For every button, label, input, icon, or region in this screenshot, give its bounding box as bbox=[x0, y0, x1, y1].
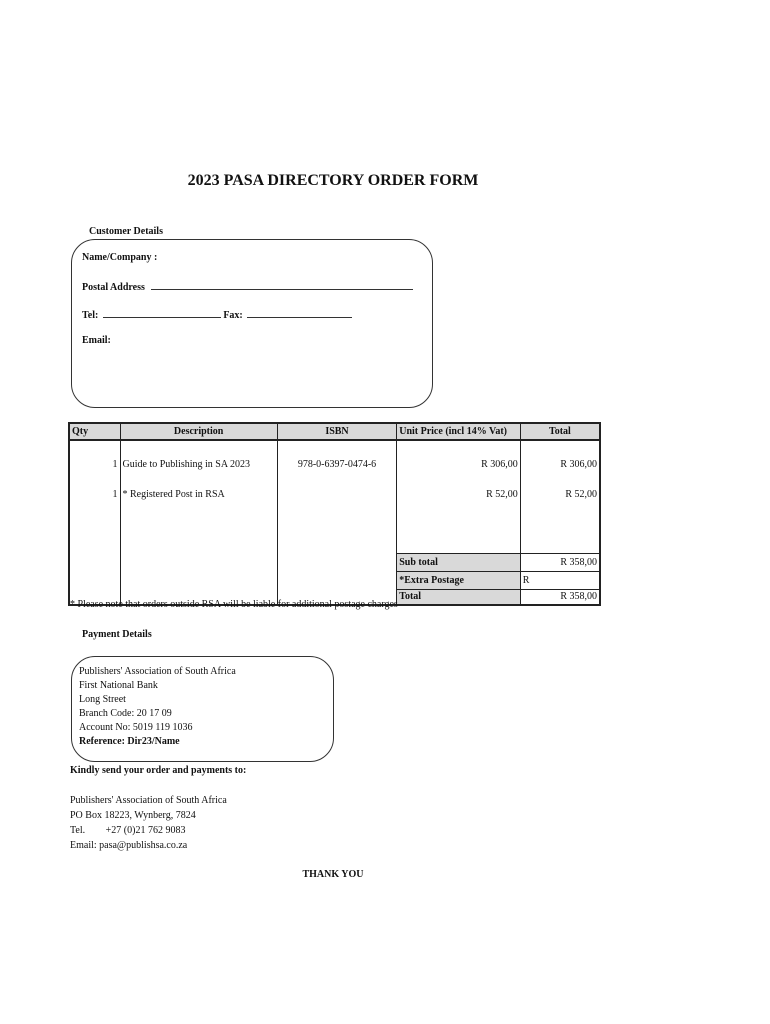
extra-postage-row bbox=[69, 571, 600, 589]
table-row bbox=[69, 470, 600, 500]
tel-label: Tel: bbox=[82, 310, 99, 321]
email-label: Email: bbox=[82, 335, 111, 346]
send-tel-value: +27 (0)21 762 9083 bbox=[105, 825, 186, 836]
customer-details-label: Customer Details bbox=[89, 226, 163, 237]
extra-postage-label: *Extra Postage bbox=[397, 571, 521, 589]
tel-fax-field[interactable] bbox=[82, 308, 352, 321]
table-row-empty bbox=[69, 500, 600, 553]
header-unit-price: Unit Price (incl 14% Vat) bbox=[397, 423, 521, 440]
postage-note: * Please note that orders outside RSA will be liable for additional postage charges bbox=[70, 599, 398, 610]
row-qty: 1 bbox=[69, 440, 120, 470]
name-company-label: Name/Company : bbox=[82, 252, 158, 263]
subtotal-row bbox=[69, 553, 600, 571]
fax-label: Fax: bbox=[223, 310, 243, 321]
payment-reference: Reference: Dir23/Name bbox=[79, 736, 180, 747]
header-description: Description bbox=[120, 423, 277, 440]
row-unit-price: R 306,00 bbox=[397, 440, 521, 470]
row-unit-price: R 52,00 bbox=[397, 470, 521, 500]
postal-address-label: Postal Address bbox=[82, 282, 145, 293]
order-table bbox=[68, 422, 601, 606]
payment-line: Account No: 5019 119 1036 bbox=[79, 722, 193, 733]
row-description: * Registered Post in RSA bbox=[120, 470, 277, 500]
email-field[interactable] bbox=[82, 335, 111, 346]
postal-address-field[interactable] bbox=[82, 280, 413, 293]
table-row bbox=[69, 440, 600, 470]
page-title: 2023 PASA DIRECTORY ORDER FORM bbox=[187, 172, 479, 189]
postal-address-line bbox=[151, 280, 413, 290]
extra-postage-value[interactable]: R bbox=[520, 571, 600, 589]
row-total: R 52,00 bbox=[520, 470, 600, 500]
payment-details-label: Payment Details bbox=[82, 629, 152, 640]
payment-line: Long Street bbox=[79, 694, 126, 705]
row-description: Guide to Publishing in SA 2023 bbox=[120, 440, 277, 470]
total-label: Total bbox=[397, 589, 521, 605]
total-value: R 358,00 bbox=[520, 589, 600, 605]
payment-line: Branch Code: 20 17 09 bbox=[79, 708, 172, 719]
fax-line bbox=[247, 308, 352, 318]
customer-details-box bbox=[71, 239, 433, 408]
name-company-field[interactable] bbox=[82, 252, 157, 263]
send-tel-label: Tel. bbox=[70, 825, 86, 836]
payment-details-text bbox=[79, 665, 236, 749]
row-isbn: 978-0-6397-0474-6 bbox=[277, 440, 396, 470]
row-qty: 1 bbox=[69, 470, 120, 500]
send-address bbox=[70, 793, 227, 853]
header-qty: Qty bbox=[69, 423, 120, 440]
subtotal-value: R 358,00 bbox=[520, 553, 600, 571]
send-heading: Kindly send your order and payments to: bbox=[70, 765, 247, 776]
send-email[interactable]: Email: pasa@publishsa.co.za bbox=[70, 840, 188, 851]
send-tel bbox=[70, 823, 227, 838]
payment-line: Publishers' Association of South Africa bbox=[79, 666, 236, 677]
header-isbn: ISBN bbox=[277, 423, 396, 440]
tel-line bbox=[103, 308, 221, 318]
table-header-row bbox=[69, 423, 600, 440]
row-isbn bbox=[277, 470, 396, 500]
payment-line: First National Bank bbox=[79, 680, 158, 691]
thank-you: THANK YOU bbox=[302, 869, 364, 880]
header-total: Total bbox=[520, 423, 600, 440]
send-org: Publishers' Association of South Africa bbox=[70, 795, 227, 806]
row-total: R 306,00 bbox=[520, 440, 600, 470]
subtotal-label: Sub total bbox=[397, 553, 521, 571]
send-pobox: PO Box 18223, Wynberg, 7824 bbox=[70, 810, 196, 821]
